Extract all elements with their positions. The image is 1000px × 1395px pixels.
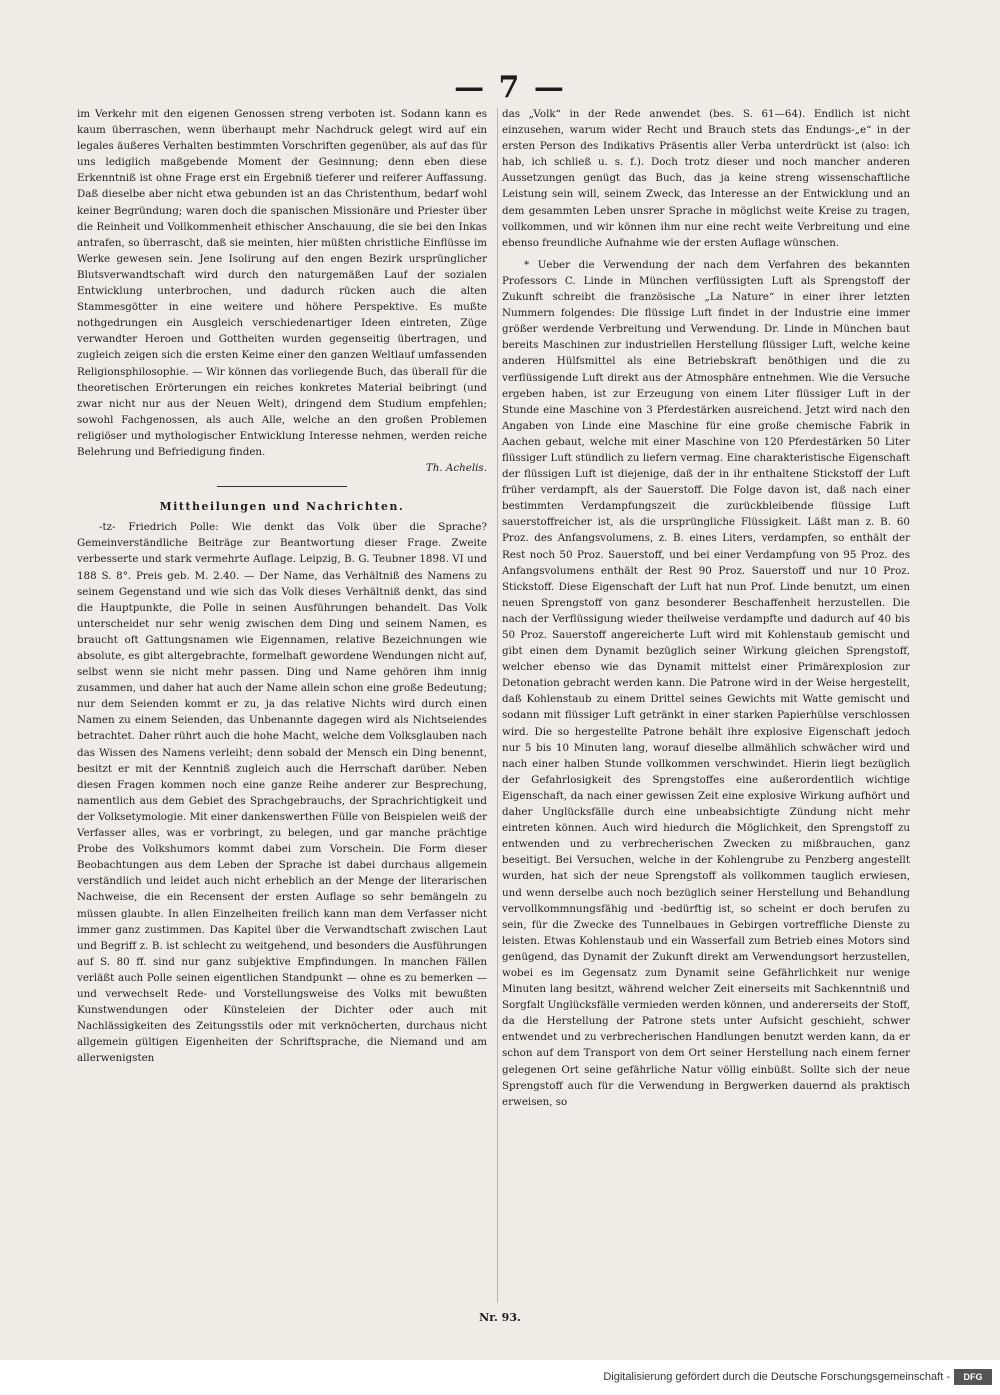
page-number: — 7 — [454, 70, 566, 105]
footer-text: Digitalisierung gefördert durch die Deutsche Forschungsgemeinschaft - [603, 1371, 950, 1383]
review-signature: Th. Achelis. [425, 462, 487, 475]
issue-number: Nr. 93. [479, 1311, 521, 1324]
right-column [502, 106, 910, 1110]
polle-review-paragraph: -tz- Friedrich Polle: Wie denkt das Volk über die Sprache? Gemeinverständliche Beiträge zur Beantwortung dieser Frage. Zweite verbesserte und stark vermehrte Auflage. Leipzig, B. G. Teubner 1898. VI und 188 S. 8°. Preis geb. M. 2.40. — Der Name, das Verhältniß des Namens zu seinem Gegenstand und wie sich das Volk dieses Verhältniß denkt, das sind die Hauptpunkte, die Polle in seinen Ausführungen behandelt. Das Volk unterscheidet nur sehr wenig zwischen dem Ding und seinem Namen, es braucht oft Gattungsnamen wie Eigennamen, relative Bezeichnungen wie absolute, es gibt altergebrachte, formelhaft gewordene Wendungen nicht auf, selbst wenn sie nicht mehr passen. Ding und Name gehören ihm innig zusammen, und daher hat auch der Name allein schon eine große Bedeutung; nur dem Seienden kommt er zu, ja das relative Nichts wird durch einen Namen zu einem Seienden, das Unbenannte dagegen wird als Nichtseiendes betrachtet. Daher rührt auch die hohe Macht, welche dem Volksglauben nach das Wissen des Namens verleiht; denn sobald der Mensch ein Ding benennt, besitzt er mit der Kenntniß zugleich auch die Herrschaft darüber. Neben diesen Fragen kommen noch eine ganze Reihe anderer zur Besprechung, namentlich aus dem Gebiet des Sprachgebrauchs, der Sprachrichtigkeit und der Volksetymologie. Mit einer dankenswerthen Fülle von Beispielen weiß der Verfasser alles, was er vorbringt, zu belegen, und gar manche prächtige Probe des Volkshumors kommt dabei zum Vorschein. Die Form dieser Beobachtungen aus dem Leben der Sprache ist dabei durchaus allgemein verständlich und leidet auch nicht erheblich an der Menge der literarischen Nachweise, die ein Recensent der ersten Auflage so sehr bemängeln zu müssen glaubte. In allen Einzelheiten freilich kann man dem Verfasser nicht immer ganz zustimmen. Das Kapitel über die Verwandtschaft zwischen Laut und Begriff z. B. ist schlecht zu weitgehend, und besonders die Ausführungen auf S. 80 ff. sind nur ganz subjektive Empfindungen. In manchen Fällen verläßt auch Polle seinen eigentlichen Standpunkt — ohne es zu bemerken — und verwechselt Rede- und Vorstellungsweise des Volks mit bewußten Kunstwendungen oder Künsteleien der Dichter oder auch mit Nachlässigkeiten des Zeitungsstils oder mit verknöcherten, durchaus nicht allgemein gültigen Eigenheiten der Schriftsprache, die Niemand und am allerwenigsten [77, 521, 487, 1065]
section-divider [217, 486, 347, 487]
column-rule [497, 108, 498, 1303]
digitization-footer [0, 1360, 1000, 1395]
review-paragraph: im Verkehr mit den eigenen Genossen streng verboten ist. Sodann kann es kaum überraschen, wenn überhaupt mehr Nachdruck gelegt wird auf ein legales äußeres Verhalten bestimmten Vorschriften gegenüber, als auf das für uns lediglich maßgebende Moment der Gesinnung; denn eben diese Erkenntniß ist ohne Frage erst ein Ergebniß tieferer und reiferer Auffassung. Daß dieselbe aber nicht etwa gebunden ist an das Christenthum, bedarf wohl keiner Begründung; waren doch die spanischen Missionäre und Priester über die Reinheit und Vollkommenheit ethischer Anschauung, die sie bei den Inkas antrafen, so überrascht, daß sie meinten, hier müßten christliche Einflüsse im Werke gewesen sein. Jene Isolirung auf den engen Bezirk ursprünglicher Blutsverwandtschaft wird durch den naturgemäßen Lauf der sozialen Entwicklung unterbrochen, und dadurch rücken auch die alten Stammesgötter in eine weitere und höhere Perspektive. Es mußte nothgedrungen ein Ausgleich verschiedenartiger Ideen eintreten, Züge verwandter Heroen und Gottheiten wurden gegenseitig übertragen, und zugleich zeigen sich die ersten Keime einer den ganzen Weltlauf umfassenden Religionsphilosophie. — Wir können das vorliegende Buch, das überall für die theoretischen Erörterungen ein reiches konkretes Material beibringt (und zwar nicht nur aus der Neuen Welt), dringend dem Studium empfehlen; sowohl Fachgenossen, als auch Alle, welche an den großen Problemen religiöser und mythologischer Entwicklung Interesse nehmen, werden reiche Belehrung und Befriedigung finden. [77, 108, 487, 458]
liquid-air-paragraph: * Ueber die Verwendung der nach dem Verfahren des bekannten Professors C. Linde in München verflüssigten Luft als Sprengstoff der Zukunft schreibt die französische „La Nature“ in einer ihrer letzten Nummern folgendes: Die flüssige Luft findet in der Industrie eine immer größer werdende Verbreitung und Verwendung. Dr. Linde in München baut bereits Maschinen zur industriellen Herstellung flüssiger Luft, welche keine anderen Hülfsmittel als eine Betriebskraft benöthigen und die zu verflüssigende Luft direkt aus der Atmosphäre entnehmen. Wie die Versuche ergeben haben, ist zur Erzeugung von einem Liter flüssiger Luft in der Stunde eine Maschine von 3 Pferdestärken ausreichend. Jetzt wird nach den Angaben von Linde eine Maschine für eine große chemische Fabrik in Aachen gebaut, welche mit einer Maschine von 120 Pferdestärken 50 Liter flüssiger Luft stündlich zu liefern vermag. Eine charakteristische Eigenschaft der flüssigen Luft ist diejenige, daß der in ihr enthaltene Stickstoff der Luft früher verdampft, als der Sauerstoff. Die Folge davon ist, daß nach einer bestimmten Verdampfungszeit die zurückbleibende flüssige Luft sauerstoffreicher ist, als die ursprüngliche Flüssigkeit. Läßt man z. B. 60 Proz. des Anfangsvolumens, z. B. eines Liters, verdampfen, so enthält der Rest noch 50 Proz. Sauerstoff, und bei einer Verdampfung von 95 Proz. des Anfangsvolumens enthält der Rest 90 Proz. Sauerstoff und nur 10 Proz. Stickstoff. Diese Eigenschaft der Luft hat nun Prof. Linde benutzt, um einen neuen Sprengstoff von ganz besonderer Beschaffenheit herzustellen. Die nach der Verflüssigung wieder theilweise verdampfte und dadurch auf 40 bis 50 Proz. Sauerstoff angereicherte Luft wird mit Kohlenstaub gemischt und gibt einen dem Dynamit bezüglich seiner Wirkung gleichen Sprengstoff, welcher ebenso wie das Dynamit mittelst einer Primärexplosion zur Detonation gebracht werden kann. Die Patrone wird in der Weise hergestellt, daß Kohlenstaub zu einem Drittel seines Gewichts mit Watte gemischt und sodann mit flüssiger Luft getränkt in einer starken Papierhülse verschlossen wird. Die so hergestellte Patrone behält ihre explosive Eigenschaft jedoch nur 5 bis 10 Minuten lang, worauf dieselbe allmählich schwächer wird und nach einer halben Stunde vollkommen verschwindet. Hierin liegt bezüglich der Gefahrlosigkeit des Sprengstoffes eine außerordentlich wichtige Eigenschaft, da nach einer gewissen Zeit eine explosive Wirkung aufhört und daher Unglücksfälle durch eine unbeabsichtigte Zündung nicht mehr eintreten können. Auch wird hiedurch die Möglichkeit, den Sprengstoff zu entwenden und zu verbrecherischen Zwecken zu mißbrauchen, ganz beseitigt. Bei Versuchen, welche in der Kohlengrube zu Penzberg angestellt wurden, hat sich der neue Sprengstoff als vollkommen tauglich erwiesen, und wenn derselbe auch noch bezüglich seiner Herstellung und Behandlung vervollkommnungsfähig und -bedürftig ist, so scheint er doch berufen zu sein, für die Zwecke des Tunnelbaues in Gebirgen vortreffliche Dienste zu leisten. Etwas Kohlenstaub und ein Wasserfall zum Betrieb eines Motors sind genügend, das Dynamit der Zukunft direkt am Verwendungsort herzustellen, wobei es im Gegensatz zum Dynamit seine Gefährlichkeit nur wenige Minuten lang besitzt, während welcher Zeit einerseits mit Sachkenntniß und Sorgfalt Unglücksfälle vermieden werden können, und andererseits der Stoff, da die Herstellung der Patrone stets unter Aufsicht geschieht, schwer entwendet und zu verbrecherischen Handlungen benutzt werden kann, da er schon auf dem Transport von dem Ort seiner Herstellung nach einem ferner gelegenen Ort seine gefährliche Natur völlig einbüßt. Sollte sich der neue Sprengstoff auch für die Verwendung in Bergwerken dauernd als praktisch erweisen, so [502, 258, 910, 1108]
dfg-logo-icon: DFG [954, 1369, 992, 1385]
section-heading: Mittheilungen und Nachrichten. [159, 500, 405, 514]
polle-review-continued: das „Volk“ in der Rede anwendet (bes. S. 61—64). Endlich ist nicht einzusehen, warum wider Recht und Brauch stets das Endungs-„e“ in der ersten Person des Indikativs Präsentis aller Verba unterdrückt ist (also: ich hab, ich schließ u. s. f.). Doch trotz dieser und noch mancher anderen Aussetzungen genügt das Buch, das ja keine streng wissenschaftliche Leistung sein will, seinem Zweck, das Interesse an der Entwicklung und an dem gesammten Leben unsrer Sprache in möglichst weite Kreise zu tragen, vollkommen, und wir können ihm nur eine recht weite Verbreitung und eine ebenso freundliche Aufnahme wie der ersten Auflage wünschen. [502, 108, 910, 249]
left-column [77, 106, 487, 1066]
